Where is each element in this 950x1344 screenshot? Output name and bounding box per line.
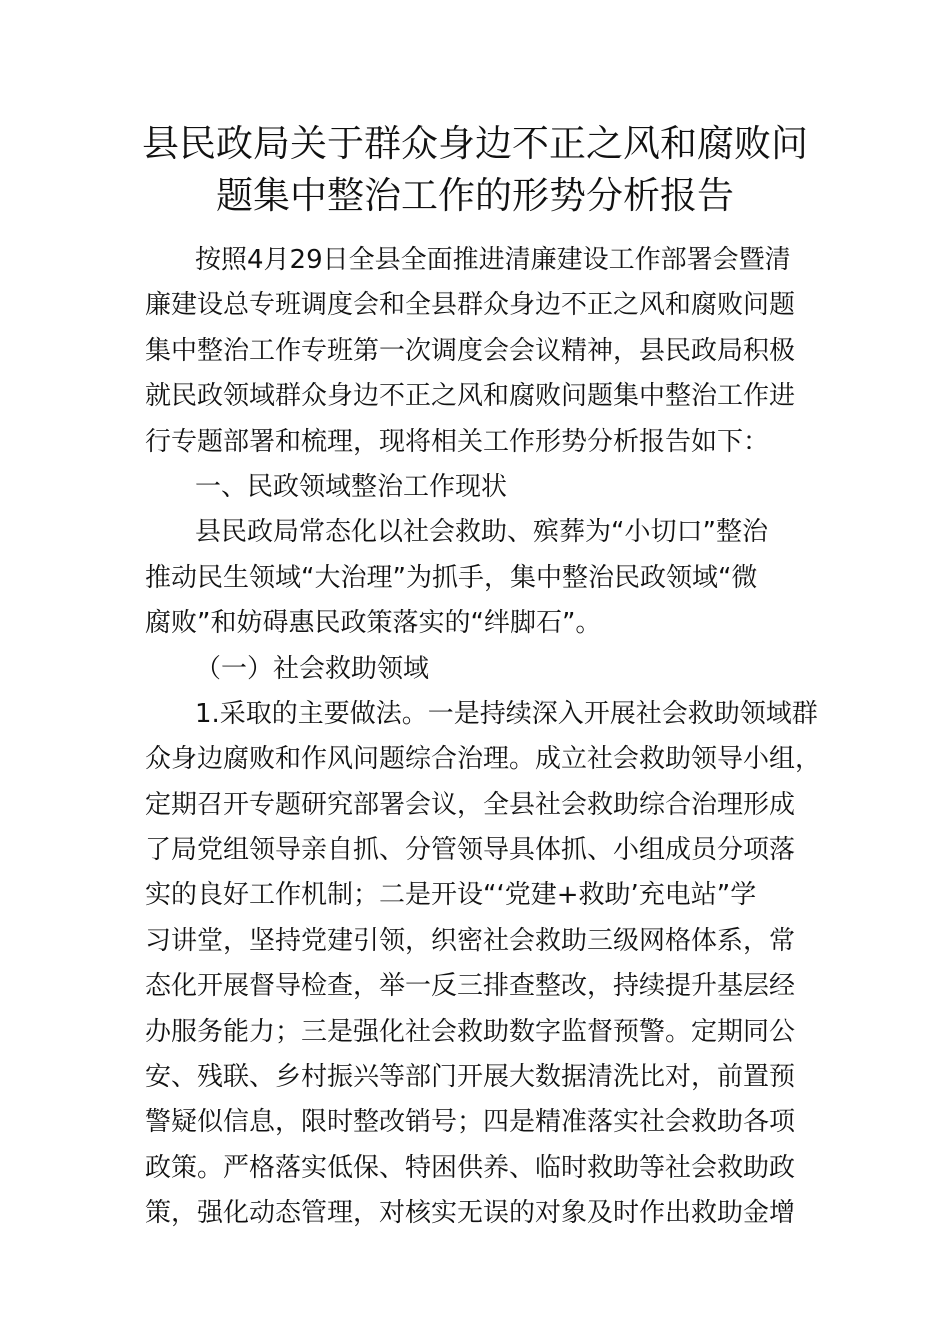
paragraph-line: 策，强化动态管理，对核实无误的对象及时作出救助金增	[145, 1198, 796, 1229]
paragraph-line: 腐败”和妨碍惠民政策落实的“绊脚石”。	[145, 608, 602, 639]
paragraph-line: 警疑似信息，限时整改销号；四是精准落实社会救助各项	[145, 1107, 796, 1138]
paragraph-line: 1.采取的主要做法。一是持续深入开展社会救助领域群	[195, 698, 818, 729]
document-body	[145, 238, 825, 1237]
paragraph-line: 集中整治工作专班第一次调度会会议精神，县民政局积极	[145, 335, 796, 366]
paragraph-line: 按照4月29日全县全面推进清廉建设工作部署会暨清	[195, 245, 791, 275]
paragraph-line: 安、残联、乡村振兴等部门开展大数据清洗比对，前置预	[145, 1062, 796, 1093]
paragraph-line: 了局党组领导亲自抓、分管领导具体抓、小组成员分项落	[145, 835, 796, 866]
paragraph-line: 县民政局常态化以社会救助、殡葬为“小切口”整治	[195, 517, 768, 548]
title-line: 题集中整治工作的形势分析报告	[216, 174, 734, 217]
paragraph-line: 就民政领域群众身边不正之风和腐败问题集中整治工作进	[145, 381, 796, 412]
document-title	[140, 118, 810, 222]
subsection-heading: （一）社会救助领域	[195, 653, 430, 684]
paragraph-line: 定期召开专题研究部署会议，全县社会救助综合治理形成	[145, 789, 796, 820]
paragraph-line: 态化开展督导检查，举一反三排查整改，持续提升基层经	[145, 971, 796, 1002]
section-heading: 一、民政领域整治工作现状	[195, 471, 508, 502]
paragraph-line: 行专题部署和梳理，现将相关工作形势分析报告如下：	[145, 426, 770, 457]
title-line: 县民政局关于群众身边不正之风和腐败问	[142, 122, 808, 165]
paragraph-line: 廉建设总专班调度会和全县群众身边不正之风和腐败问题	[145, 290, 796, 321]
paragraph-line: 推动民生领域“大治理”为抓手，集中整治民政领域“微	[145, 562, 758, 593]
paragraph-line: 实的良好工作机制；二是开设“‘党建+救助’充电站”学	[145, 880, 757, 911]
paragraph-line: 政策。严格落实低保、特困供养、临时救助等社会救助政	[145, 1152, 796, 1183]
paragraph-line: 办服务能力；三是强化社会救助数字监督预警。定期同公	[145, 1016, 796, 1047]
paragraph-line: 众身边腐败和作风问题综合治理。成立社会救助领导小组，	[145, 744, 822, 775]
paragraph-line: 习讲堂，坚持党建引领，织密社会救助三级网格体系，常	[145, 925, 796, 956]
